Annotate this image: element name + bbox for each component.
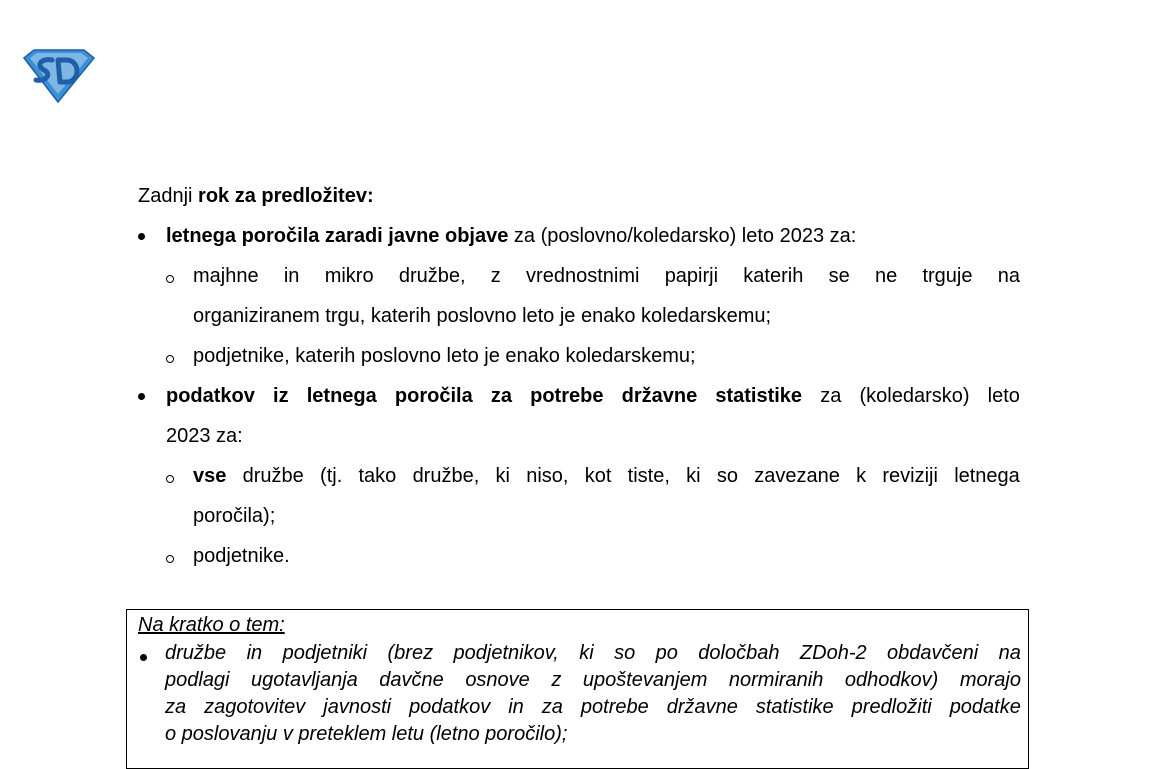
word: družbe [242, 465, 304, 487]
summary-box [126, 609, 1029, 769]
word: državne [621, 385, 698, 407]
word: papirji [664, 265, 719, 287]
word: zagotovitev [204, 696, 306, 718]
word: po [655, 642, 678, 664]
word: za [165, 696, 187, 718]
word: so [716, 465, 738, 487]
word: družbe, [412, 465, 480, 487]
bullet-icon [140, 654, 147, 661]
justified-line [193, 256, 1020, 296]
word: se [828, 265, 850, 287]
word: družbe [165, 642, 227, 664]
box-heading: Na kratko o tem: [138, 614, 285, 636]
circle-bullet-icon [166, 275, 174, 283]
word: družbe, [398, 265, 466, 287]
company-logo-icon [22, 48, 96, 104]
word: za [490, 385, 512, 407]
word: letnega [306, 385, 377, 407]
justified-line [165, 694, 1021, 721]
word: določbah [698, 642, 780, 664]
sub-list-item: podjetnike. [138, 536, 1020, 576]
word: državne [666, 696, 738, 718]
word: morajo [959, 669, 1021, 691]
list-item [138, 376, 1020, 416]
circle-bullet-icon [166, 555, 174, 563]
word: ZDoh-2 [799, 642, 867, 664]
word: podjetniki [282, 642, 368, 664]
justified-line [165, 667, 1021, 694]
word: ne [874, 265, 898, 287]
word: tiste, [627, 465, 670, 487]
word: upoštevanjem [582, 669, 708, 691]
word: davčne [379, 669, 444, 691]
word: trguje [922, 265, 973, 287]
word: katerih [743, 265, 804, 287]
word: k [856, 465, 867, 487]
word: (brez [387, 642, 434, 664]
word: letnega [954, 465, 1020, 487]
list-item: letnega poročila zaradi javne objave za (poslovno/koledarsko) leto 2023 za: [138, 216, 1020, 256]
word: statistike [755, 696, 834, 718]
word: niso, [526, 465, 569, 487]
sub-list-item-cont: organiziranem trgu, katerih poslovno leto je enako koledarskemu; [193, 305, 772, 327]
word: podatkov [409, 696, 491, 718]
word: obdavčeni [887, 642, 979, 664]
word: zavezane [754, 465, 840, 487]
deadline-section [138, 176, 1020, 576]
word: javnosti [323, 696, 392, 718]
word: vse [193, 465, 227, 487]
word: mikro [324, 265, 374, 287]
word: in [283, 265, 300, 287]
word: podjetnikov, [453, 642, 559, 664]
word: tako [358, 465, 397, 487]
bullet-icon [138, 233, 145, 240]
sub-list-item-cont: poročila); [193, 505, 276, 527]
circle-bullet-icon [166, 475, 174, 483]
word: z [490, 265, 501, 287]
word: so [614, 642, 636, 664]
word: potrebe [530, 385, 604, 407]
word: in [246, 642, 263, 664]
word: majhne [193, 265, 259, 287]
word: osnove [465, 669, 530, 691]
justified-line [166, 376, 1020, 416]
word: vrednostnimi [526, 265, 640, 287]
intro-line: Zadnji rok za predložitev: [138, 185, 374, 207]
word: na [997, 265, 1020, 287]
word: in [508, 696, 524, 718]
sub-list-item [138, 456, 1020, 496]
word: poročila [394, 385, 473, 407]
word: za [541, 696, 563, 718]
word: podlagi [165, 669, 230, 691]
circle-bullet-icon [166, 355, 174, 363]
word: predložiti [851, 696, 932, 718]
word: ki [495, 465, 510, 487]
sub-list-item: podjetnike, katerih poslovno leto je enako koledarskemu; [138, 336, 1020, 376]
box-line: o poslovanju v preteklem letu (letno poročilo); [165, 723, 568, 745]
word: (koledarsko) [859, 385, 970, 407]
bullet-icon [138, 393, 145, 400]
word: za [820, 385, 842, 407]
word: statistike [715, 385, 803, 407]
word: (tj. [320, 465, 343, 487]
word: podatke [949, 696, 1021, 718]
justified-line [193, 456, 1020, 496]
word: odhodkov) [844, 669, 939, 691]
sub-list-item [138, 256, 1020, 296]
word: z [551, 669, 562, 691]
word: kot [584, 465, 612, 487]
word: reviziji [882, 465, 938, 487]
word: ugotavljanja [251, 669, 358, 691]
word: na [998, 642, 1021, 664]
word: ki [686, 465, 701, 487]
justified-line [165, 640, 1021, 667]
word: normiranih [728, 669, 824, 691]
word: iz [273, 385, 289, 407]
word: ki [579, 642, 594, 664]
list-item-cont: 2023 za: [166, 425, 243, 447]
word: podatkov [166, 385, 255, 407]
word: potrebe [580, 696, 649, 718]
word: leto [987, 385, 1020, 407]
